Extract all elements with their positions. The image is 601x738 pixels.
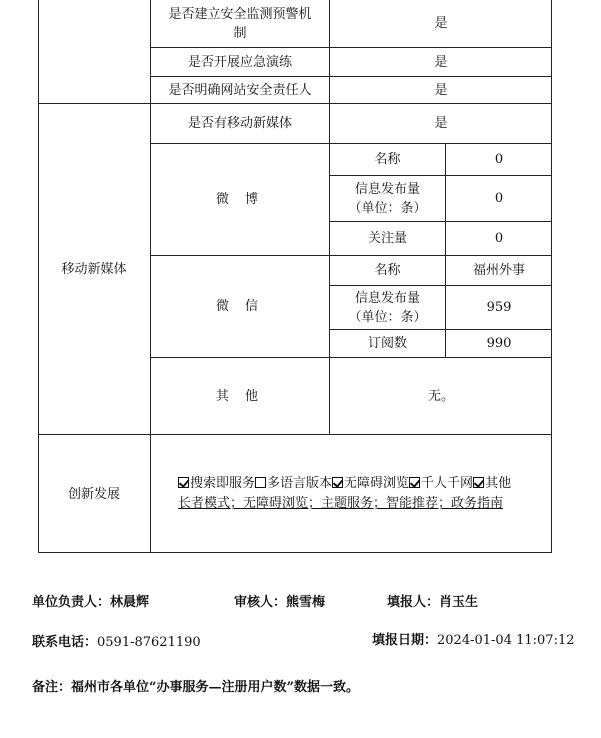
filler-name: 肖玉生 <box>439 595 479 610</box>
other-media-label: 其 他 <box>215 388 265 404</box>
responsible-label: 是否明确网站安全责任人 <box>168 82 312 98</box>
responsible-value: 是 <box>434 82 448 98</box>
footnote: 备注：福州市各单位“办事服务—注册用户数”数据一致。 <box>32 680 359 695</box>
checkbox-checked-icon[interactable] <box>332 477 343 488</box>
mobile-media-label: 移动新媒体 <box>61 261 127 277</box>
date-value: 2024-01-04 11:07:12 <box>437 633 575 648</box>
filler: 填报人：肖玉生 <box>387 595 479 610</box>
option-label: 其他 <box>485 476 512 491</box>
drill-label: 是否开展应急演练 <box>187 54 292 70</box>
option-label: 多语言版本 <box>267 476 333 491</box>
weibo-name-label: 名称 <box>374 152 401 167</box>
fill-date: 填报日期：2024-01-04 11:07:12 <box>372 633 575 648</box>
phone-value: 0591-87621190 <box>97 635 201 650</box>
has-mobile-value: 是 <box>434 116 448 131</box>
checkbox-unchecked-icon[interactable] <box>255 477 266 488</box>
has-mobile-label: 是否有移动新媒体 <box>187 116 292 131</box>
weibo-followers-label: 关注量 <box>367 231 407 246</box>
monitoring-value: 是 <box>434 16 448 31</box>
checkbox-checked-icon[interactable] <box>409 477 420 488</box>
innovation-options <box>178 474 511 514</box>
weibo-label: 微 博 <box>215 192 265 207</box>
weixin-name-label: 名称 <box>374 263 401 278</box>
weixin-label: 微 信 <box>215 299 265 314</box>
option-label: 无障碍浏览 <box>344 476 410 491</box>
reviewer-name: 熊雪梅 <box>286 595 326 610</box>
option-label: 搜索即服务 <box>190 476 256 491</box>
unit-head: 单位负责人：林晨辉 <box>32 595 150 610</box>
unit-head-name: 林晨辉 <box>110 595 150 610</box>
weibo-posts-value: 0 <box>494 191 504 206</box>
checkbox-checked-icon[interactable] <box>473 477 484 488</box>
innovation-label: 创新发展 <box>67 486 120 502</box>
reviewer: 审核人：熊雪梅 <box>234 595 326 610</box>
other-media-value: 无。 <box>427 388 454 404</box>
weixin-posts-value: 959 <box>486 300 512 315</box>
weixin-subscribers-value: 990 <box>486 336 512 351</box>
contact-phone: 联系电话：0591-87621190 <box>32 635 201 650</box>
weibo-followers-value: 0 <box>494 231 504 246</box>
monitoring-label: 是否建立安全监测预警机制 <box>168 6 312 41</box>
weixin-subscribers-label: 订阅数 <box>367 336 407 351</box>
weibo-name-value: 0 <box>494 152 504 167</box>
checkbox-checked-icon[interactable] <box>178 477 189 488</box>
weixin-name-value: 福州外事 <box>472 263 525 278</box>
option-label: 千人千网 <box>421 476 474 491</box>
weixin-posts-label: 信息发布量 （单位：条） <box>348 290 427 325</box>
weibo-posts-label: 信息发布量 （单位：条） <box>348 181 427 216</box>
drill-value: 是 <box>434 54 448 70</box>
innovation-other-text: 长者模式；无障碍浏览；主题服务；智能推荐；政务指南 <box>178 496 504 511</box>
